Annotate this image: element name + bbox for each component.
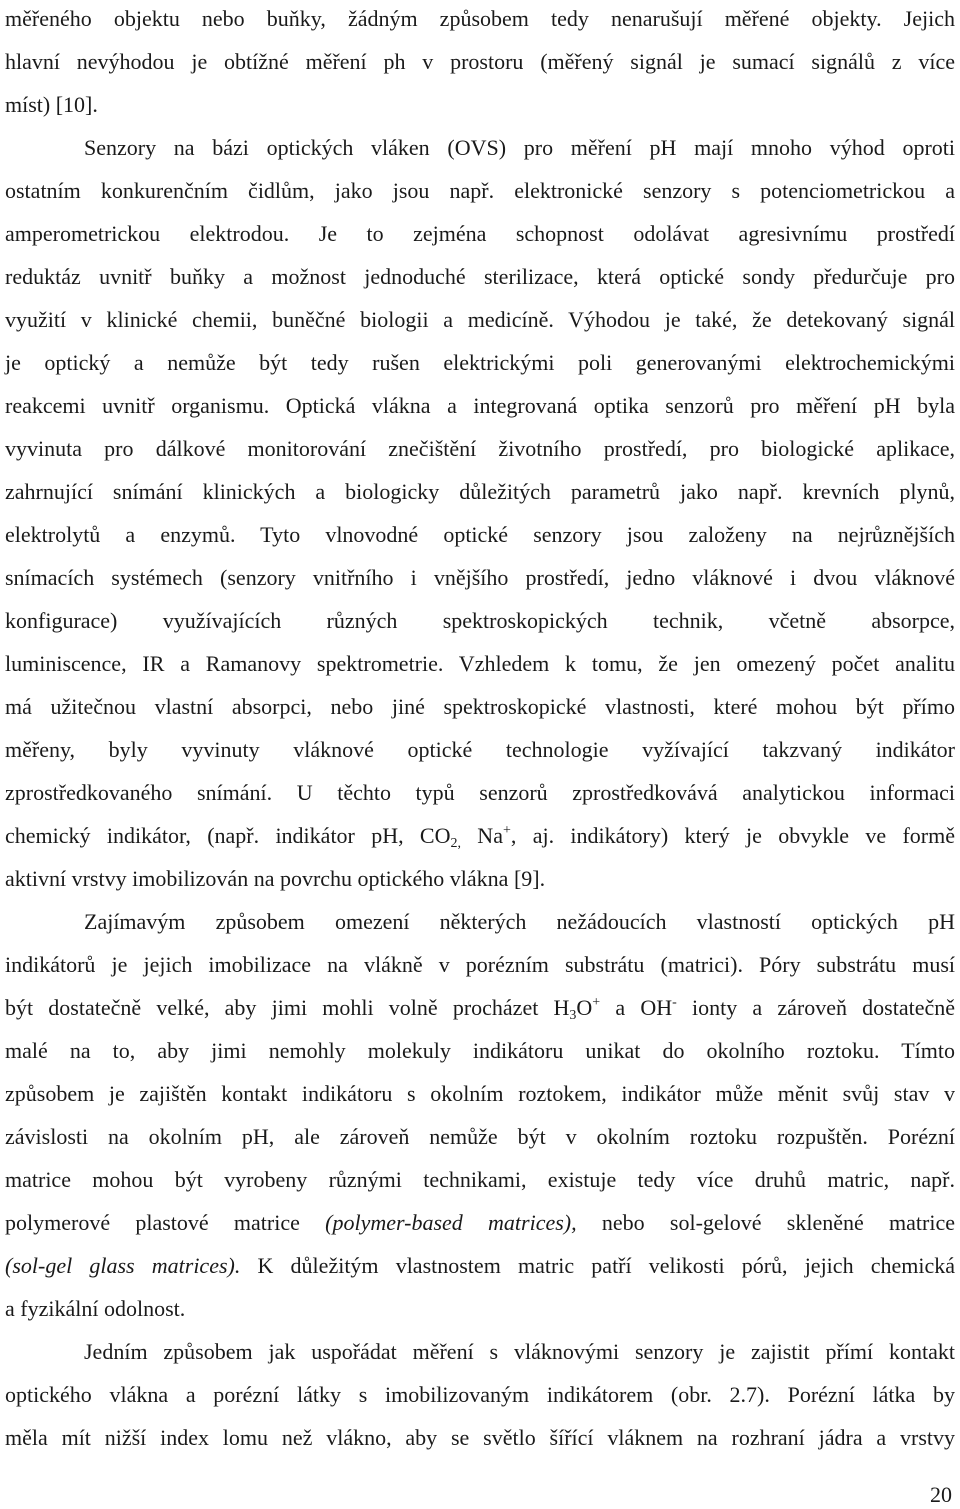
text-line: snímacích systémech (senzory vnitřního i vnějšího prostředí, jedno vláknové i dvou vláknové (5, 565, 955, 590)
text-line: způsobem je zajištěn kontakt indikátoru s okolním roztokem, indikátor může měnit svůj stav v (5, 1081, 955, 1106)
text-line (5, 1208, 955, 1238)
text-line: aktivní vrstvy imobilizován na povrchu optického vlákna [9]. (5, 866, 546, 891)
text-line: konfigurace) využívajících různých spektroskopických technik, včetně absorpce, (5, 608, 955, 633)
superscript: - (672, 995, 677, 1010)
paragraph-first-line: Jedním způsobem jak uspořádat měření s vláknovými senzory je zajistit přímí kontakt (84, 1339, 955, 1364)
text-line: matrice mohou být vyrobeny různými technikami, existuje tedy více druhů matric, např. (5, 1167, 955, 1192)
paragraph-first-line: Zajímavým způsobem omezení některých nežádoucích vlastností optických pH (84, 909, 955, 934)
text-line: zprostředkovaného snímání. U těchto typů senzorů zprostředkovává analytickou informaci (5, 780, 955, 805)
italic-term: (sol-gel glass matrices). (5, 1253, 241, 1278)
text-line (5, 1251, 955, 1281)
text-line: ostatním konkurenčním čidlům, jako jsou např. elektronické senzory s potenciometrickou a (5, 178, 955, 203)
text-segment: být dostatečně velké, aby jimi mohli volně procházet H (5, 995, 570, 1020)
text-line: využití v klinické chemii, buněčné biologii a medicíně. Výhodou je také, že detekovaný signál (5, 307, 955, 332)
text-line: měla mít nižší index lomu než vlákno, aby se světlo šířící vláknem na rozhraní jádra a vrstvy (5, 1425, 955, 1450)
text-line: a fyzikální odolnost. (5, 1296, 186, 1321)
italic-term: (polymer-based matrices), (325, 1210, 577, 1235)
text-line: měřeného objektu nebo buňky, žádným způsobem tedy nenarušují měřené objekty. Jejich (5, 6, 955, 31)
text-line: luminiscence, IR a Ramanovy spektrometrie. Vzhledem k tomu, že jen omezený počet analitu (5, 651, 955, 676)
text-line: elektrolytů a enzymů. Tyto vlnovodné optické senzory jsou založeny na nejrůznějších (5, 522, 955, 547)
text-segment: K důležitým vlastnostem matric patří velikosti pórů, jejich chemická (240, 1253, 956, 1278)
text-segment: chemický indikátor, (např. indikátor pH, CO (5, 823, 451, 848)
subscript: 3 (569, 1008, 577, 1023)
page-number: 20 (930, 1482, 952, 1507)
text-line: má užitečnou vlastní absorpci, nebo jiné spektroskopické vlastnosti, které mohou být přímo (5, 694, 955, 719)
paragraph-first-line: Senzory na bázi optických vláken (OVS) pro měření pH mají mnoho výhod oproti (84, 135, 955, 160)
text-line: vyvinuta pro dálkové monitorování znečištění životního prostředí, pro biologické aplikace, (5, 436, 955, 461)
text-line: měřeny, byly vyvinuty vláknové optické technologie vyžívající takzvaný indikátor (5, 737, 955, 762)
text-line: indikátorů je jejich imobilizace na vlákně v porézním substrátu (matrici). Póry substrátu musí (5, 952, 955, 977)
text-line: amperometrickou elektrodou. Je to zejména schopnost odolávat agresivnímu prostředí (5, 221, 955, 246)
text-line: reakcemi uvnitř organismu. Optická vlákna a integrovaná optika senzorů pro měření pH byla (5, 393, 955, 418)
subscript: 2, (450, 836, 461, 851)
text-segment: Na (460, 823, 503, 848)
text-line: malé na to, aby jimi nemohly molekuly indikátoru unikat do okolního roztoku. Tímto (5, 1038, 955, 1063)
text-line: hlavní nevýhodou je obtížné měření ph v prostoru (měřený signál je sumací signálů z více (5, 49, 955, 74)
text-line-chemical-formula (5, 821, 955, 851)
text-line: optického vlákna a porézní látky s imobilizovaným indikátorem (obr. 2.7). Porézní látka by (5, 1382, 955, 1407)
text-line: je optický a nemůže být tedy rušen elektrickými poli generovanými elektrochemickými (5, 350, 955, 375)
text-segment: polymerové plastové matrice (5, 1210, 326, 1235)
superscript: + (502, 823, 511, 838)
text-line-chemical-formula (5, 993, 955, 1023)
text-segment: , aj. indikátory) který je obvykle ve formě (510, 823, 956, 848)
text-line: reduktáz uvnitř buňky a možnost jednoduché sterilizace, která optické sondy předurčuje pro (5, 264, 955, 289)
text-line: závislosti na okolním pH, ale zároveň nemůže být v okolním roztoku rozpuštěn. Porézní (5, 1124, 955, 1149)
text-line: zahrnující snímání klinických a biologicky důležitých parametrů jako např. krevních plynů, (5, 479, 955, 504)
text-segment: a OH (600, 995, 673, 1020)
text-segment: nebo sol-gelové skleněné matrice (576, 1210, 955, 1235)
text-segment: ionty a zároveň dostatečně (676, 995, 955, 1020)
text-segment: O (576, 995, 593, 1020)
text-line: míst) [10]. (5, 92, 98, 117)
superscript: + (592, 995, 601, 1010)
